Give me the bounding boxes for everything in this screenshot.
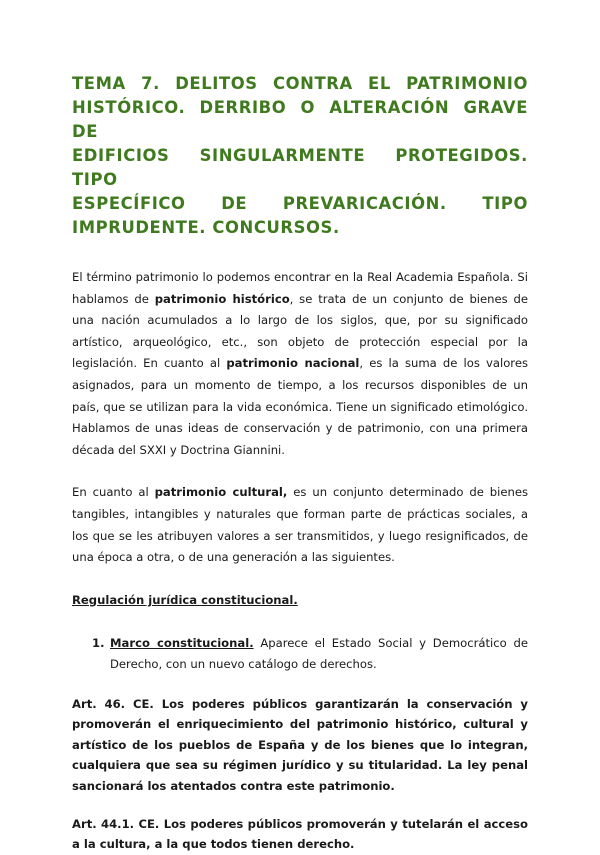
title-line: ESPECÍFICO DE PREVARICACIÓN. TIPO [72,194,528,213]
list-item [72,633,528,676]
term-patrimonio-cultural: patrimonio cultural, [154,485,288,500]
text-run: El término patrimonio lo podemos encontrar en la Real Academia Española. Si hablamos de [72,270,528,306]
text-run: , se trata de un conjunto de bienes de una nación acumulados a lo largo de los siglos, que, por su significado artístico, arqueológico, etc., son objeto de protección especial por la legislación. En cuanto al [72,291,529,371]
article-44: Art. 44.1. CE. Los poderes públicos promoverán y tutelarán el acceso a la cultura, a la que todos tienen derecho. [72,816,528,852]
text-run: es un conjunto determinado de bienes tangibles, intangibles y naturales que forman parte de prácticas sociales, a los que se les atribuyen valores a ser transmitidos, y luego resignificados, de una época a otra, o de una generación a las siguientes. [72,485,529,565]
text-run: En cuanto al [72,485,155,500]
paragraph-patrimonio [72,267,528,461]
term-patrimonio-historico: patrimonio histórico [154,291,290,306]
paragraph-patrimonio-cultural [72,482,528,568]
document-title [72,72,528,240]
article-46: Art. 46. CE. Los poderes públicos garantizarán la conservación y promoverán el enriquecimiento del patrimonio histórico, cultural y artístico de los pueblos de España y de los bienes que lo integran, cualquiera que sea su régimen jurídico y su titularidad. La ley penal sancionará los atentados contra este patrimonio. [72,696,528,793]
list-label: Marco constitucional. [110,635,254,650]
title-line: EDIFICIOS SINGULARMENTE PROTEGIDOS. TIPO [72,146,528,189]
title-line: TEMA 7. DELITOS CONTRA EL PATRIMONIO [72,74,528,93]
text-run: Aparece el Estado Social y Democrático de Derecho, con un nuevo catálogo de derechos. [110,635,528,672]
text-run: , es la suma de los valores asignados, para un momento de tiempo, a los recursos disponibles de un país, que se utilizan para la vida económica. Tiene un significado etimológico. Hablamos de unas ideas de conservación y de patrimonio, con una primera década del SXXI y Doctrina Giannini. [72,356,528,457]
list-text [110,633,528,676]
title-line: IMPRUDENTE. CONCURSOS. [72,218,340,237]
term-patrimonio-nacional: patrimonio nacional [226,356,360,371]
section-heading: Regulación jurídica constitucional. [72,592,298,607]
list-number: 1. [92,635,105,650]
title-line: HISTÓRICO. DERRIBO O ALTERACIÓN GRAVE DE [72,98,528,141]
